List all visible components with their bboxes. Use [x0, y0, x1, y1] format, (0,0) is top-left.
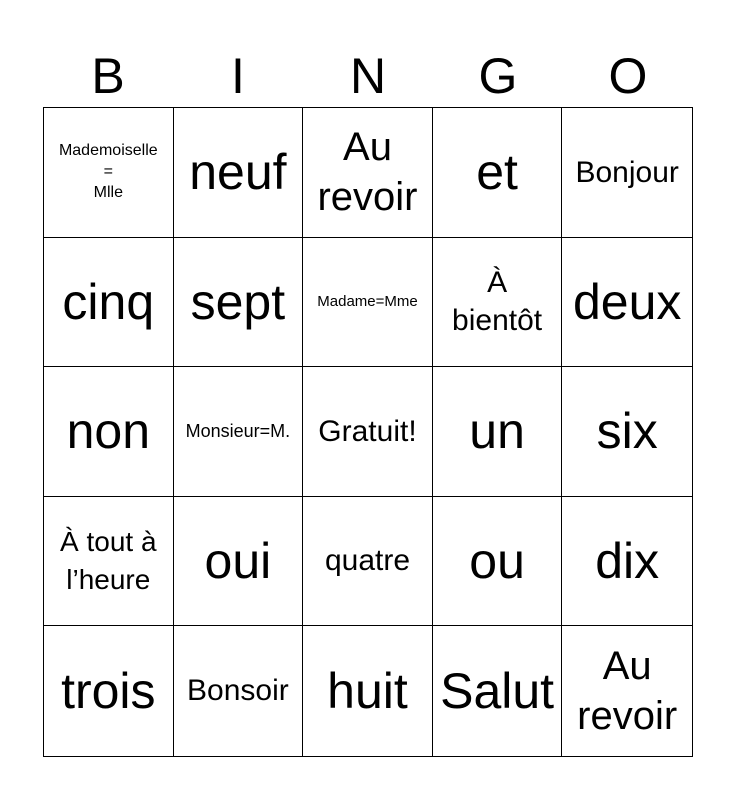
cell-text: neuf — [189, 144, 287, 201]
bingo-header — [43, 48, 693, 104]
cell-text: Au revoir — [577, 644, 678, 739]
cell-text: huit — [327, 662, 408, 719]
cell-text: oui — [204, 532, 272, 589]
bingo-cell[interactable] — [562, 108, 692, 238]
cell-text: non — [66, 403, 151, 460]
bingo-grid — [43, 107, 693, 757]
header-letter-i: I — [231, 48, 245, 104]
cell-text: et — [476, 144, 518, 201]
bingo-cell[interactable] — [303, 626, 433, 756]
bingo-cell[interactable] — [303, 238, 433, 368]
bingo-cell[interactable] — [174, 108, 304, 238]
bingo-cell[interactable] — [433, 367, 563, 497]
bingo-cell[interactable] — [174, 238, 304, 368]
bingo-cell[interactable] — [44, 238, 174, 368]
bingo-cell[interactable] — [174, 626, 304, 756]
cell-text: sept — [190, 273, 286, 330]
bingo-cell[interactable] — [303, 367, 433, 497]
header-letter-n: N — [349, 48, 387, 104]
bingo-cell[interactable] — [44, 108, 174, 238]
cell-text: six — [596, 403, 658, 460]
cell-text: dix — [595, 532, 660, 589]
header-letter-b: B — [91, 48, 125, 104]
cell-text: trois — [61, 662, 156, 719]
bingo-cell[interactable] — [303, 497, 433, 627]
cell-text: Gratuit! — [318, 414, 417, 448]
cell-text: ou — [469, 532, 525, 589]
cell-text: quatre — [324, 544, 411, 578]
bingo-cell[interactable] — [174, 367, 304, 497]
bingo-cell[interactable] — [562, 497, 692, 627]
cell-text: Madame=Mme — [317, 293, 418, 311]
cell-text: À bientôt — [452, 266, 543, 337]
cell-text: Bonsoir — [187, 674, 289, 708]
bingo-cell[interactable] — [44, 367, 174, 497]
bingo-cell[interactable] — [174, 497, 304, 627]
cell-text: Salut — [440, 662, 555, 719]
cell-text: À tout à l’heure — [60, 526, 157, 596]
header-letter-g: G — [478, 48, 518, 104]
bingo-cell[interactable] — [303, 108, 433, 238]
cell-text: cinq — [62, 273, 155, 330]
cell-text: Monsieur=M. — [185, 420, 291, 441]
bingo-cell[interactable] — [44, 497, 174, 627]
bingo-cell[interactable] — [44, 626, 174, 756]
cell-text: Mademoiselle = Mlle — [58, 142, 158, 201]
bingo-cell[interactable] — [433, 108, 563, 238]
cell-text: Bonjour — [575, 155, 679, 189]
bingo-cell[interactable] — [433, 626, 563, 756]
cell-text: un — [469, 403, 525, 460]
header-letter-o: O — [608, 48, 648, 104]
bingo-cell[interactable] — [562, 367, 692, 497]
bingo-cell[interactable] — [562, 626, 692, 756]
bingo-cell[interactable] — [433, 497, 563, 627]
cell-text: deux — [572, 273, 682, 330]
bingo-cell[interactable] — [433, 238, 563, 368]
cell-text: Au revoir — [317, 125, 418, 220]
bingo-cell[interactable] — [562, 238, 692, 368]
